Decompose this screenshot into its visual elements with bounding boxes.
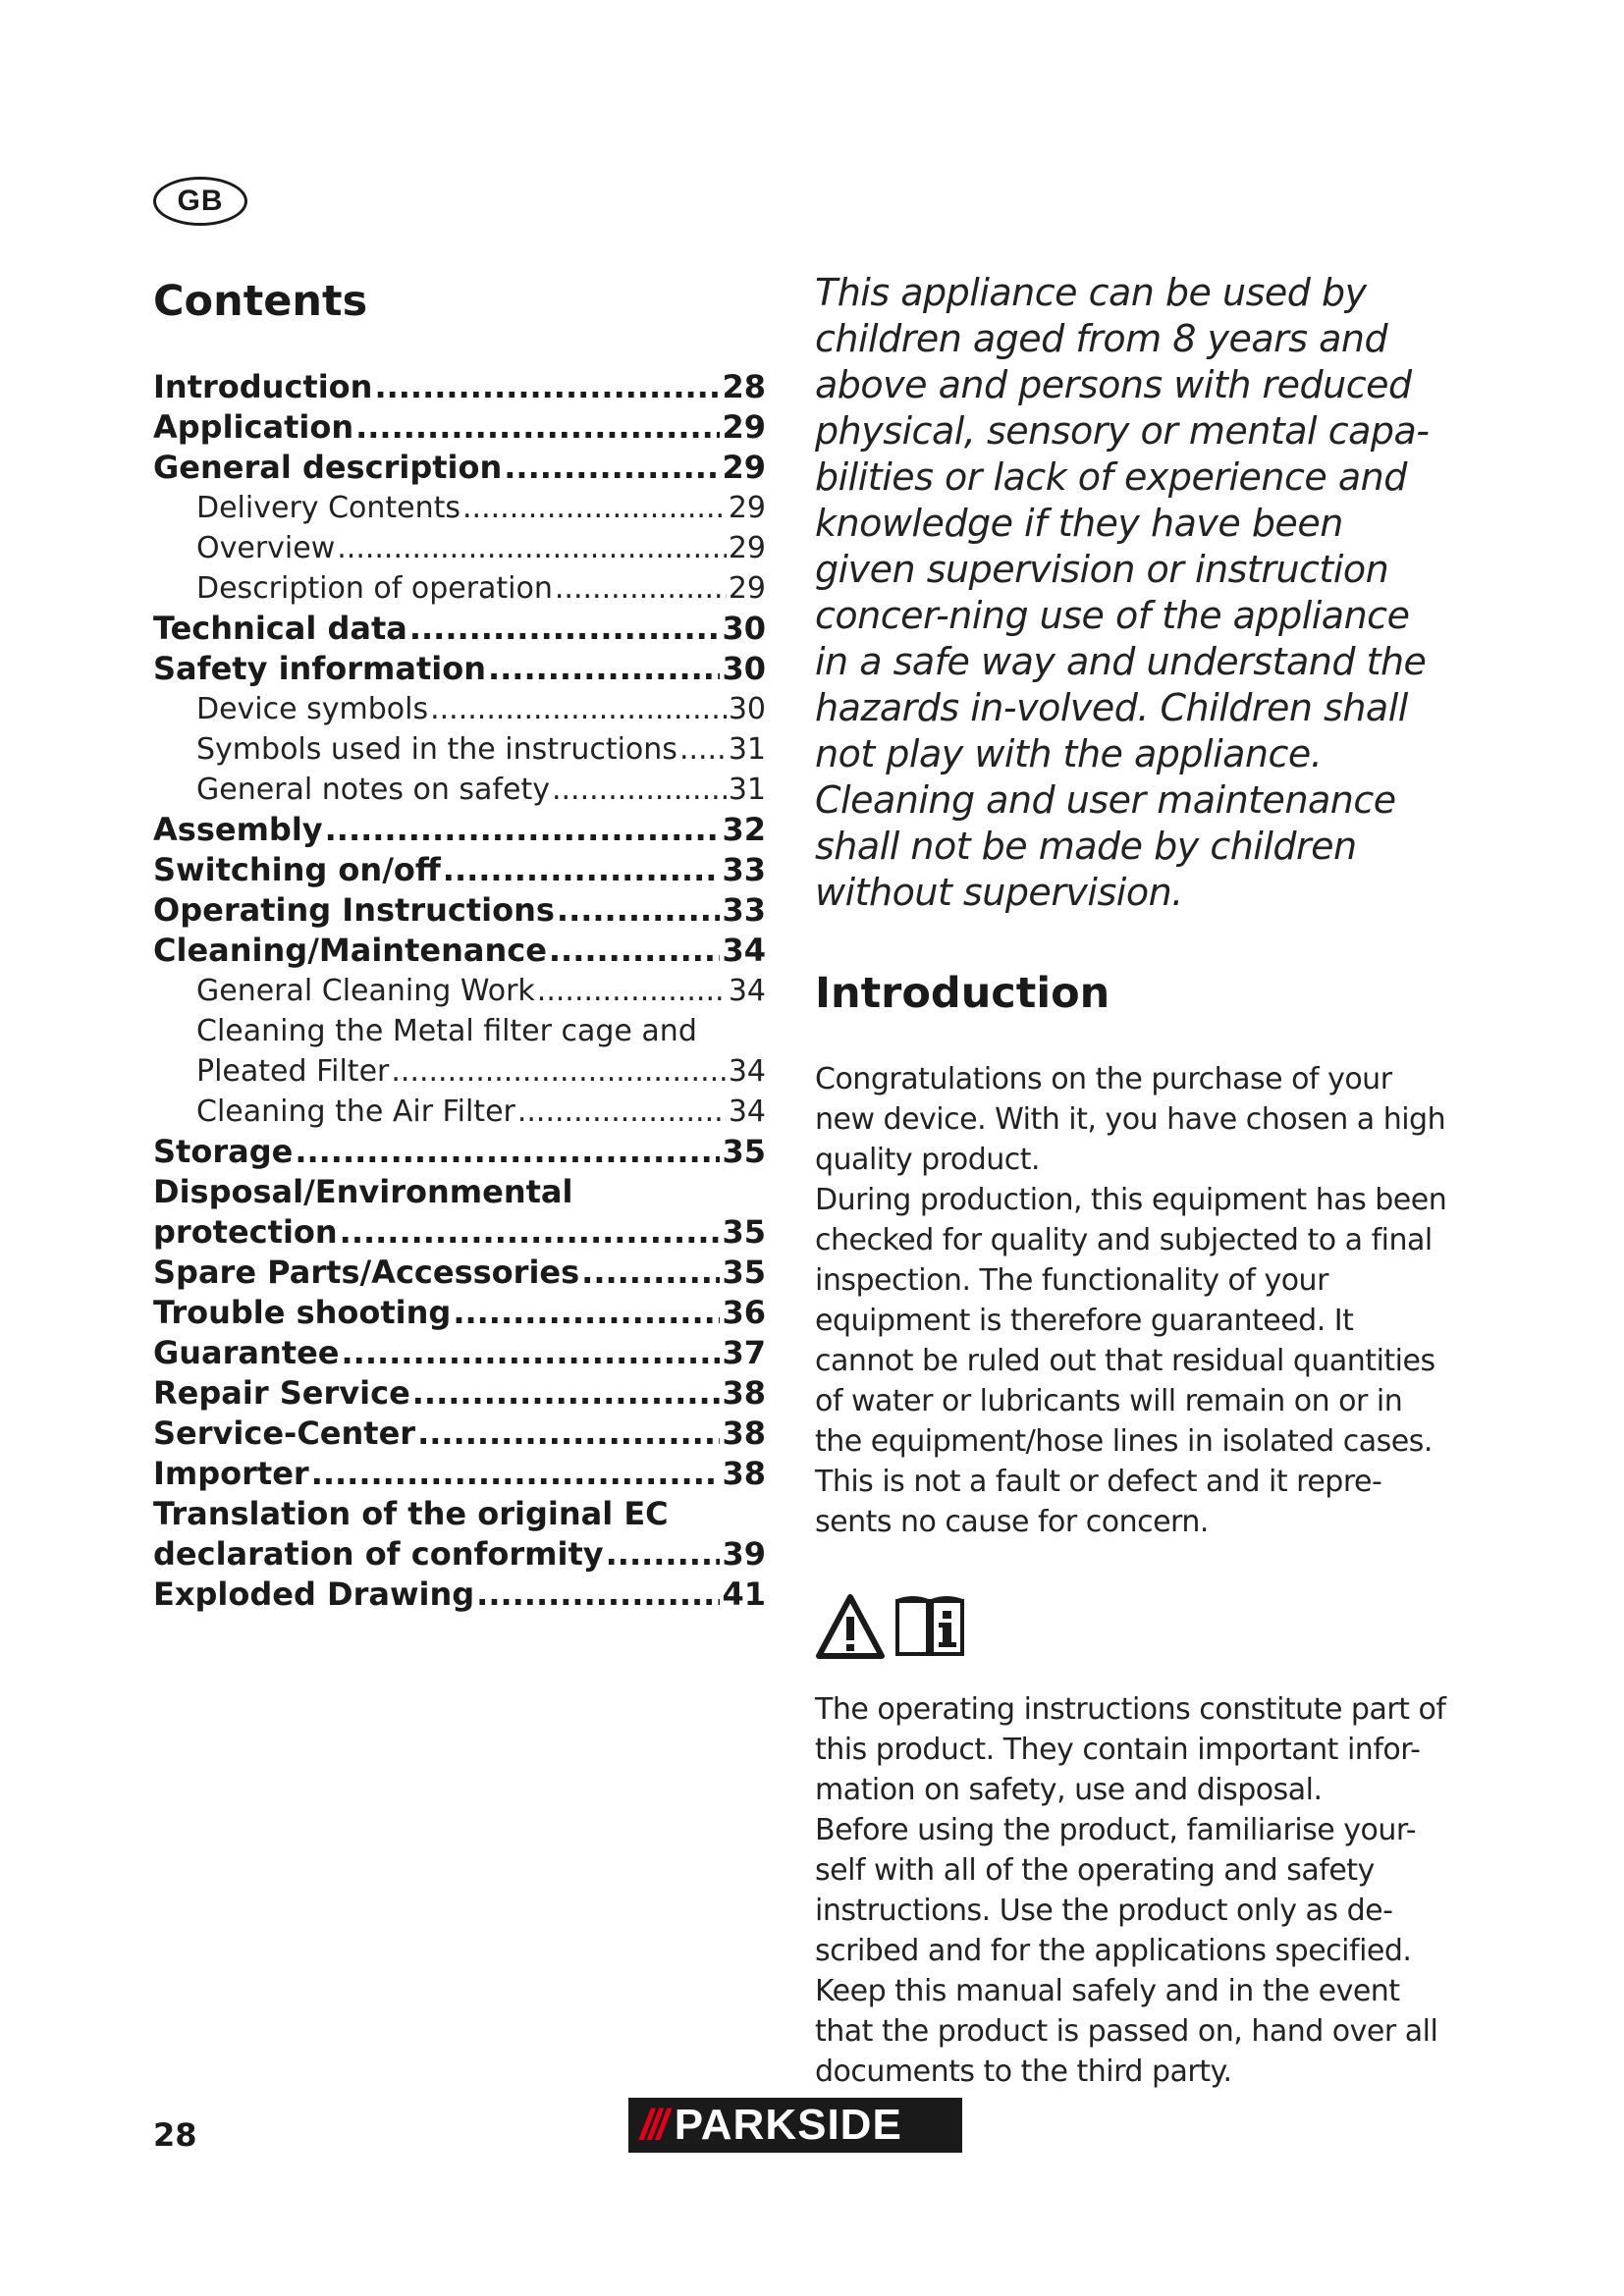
- toc-entry: [153, 649, 766, 689]
- toc-entry-page: 30: [722, 610, 766, 647]
- toc-dot-leader: [443, 850, 721, 890]
- toc-dot-leader: [409, 609, 721, 649]
- toc-entry: [153, 1414, 766, 1454]
- toc-entry-label: General description: [153, 449, 503, 486]
- toc-entry-label: General Cleaning Work: [196, 974, 535, 1008]
- toc-entry-page: 39: [722, 1535, 766, 1573]
- toc-entry: [153, 689, 766, 729]
- toc-entry-page: 28: [722, 368, 766, 405]
- language-badge: [153, 177, 247, 226]
- introduction-title: Introduction: [815, 969, 1110, 1018]
- toc-entry-page: 35: [722, 1133, 766, 1170]
- toc-entry-label: Repair Service: [153, 1374, 410, 1412]
- safety-warning-text: This appliance can be used by children aged from 8 years and above and persons with reduced physical, sensory or mental capa-bilities or lack of experience and knowledge if they have been given supervision or instruction concer-ning use of the appliance in a safe way and understand the hazards in-volved. Children shall not play with the appliance. Cleaning and user maintenance shall not be made by children without supervision.: [815, 271, 1430, 914]
- toc-dot-leader: [537, 971, 727, 1011]
- toc-entry-label: Cleaning/Maintenance: [153, 932, 547, 969]
- toc-entry: [153, 1212, 766, 1253]
- toc-entry-label: protection: [153, 1213, 338, 1251]
- toc-entry-label: Description of operation: [196, 571, 553, 606]
- toc-entry-label: Cleaning the Metal filter cage and: [196, 1014, 697, 1048]
- toc-entry-page: 29: [728, 531, 766, 565]
- toc-entry: [153, 407, 766, 448]
- toc-entry: [153, 448, 766, 488]
- toc-entry-label: Storage: [153, 1133, 294, 1170]
- toc-dot-leader: [679, 729, 727, 770]
- toc-entry: [153, 931, 766, 971]
- toc-dot-leader: [552, 770, 727, 810]
- toc-entry-page: 38: [722, 1415, 766, 1452]
- toc-entry: [153, 528, 766, 568]
- toc-entry: [153, 1172, 766, 1212]
- toc-entry: [153, 1333, 766, 1373]
- toc-entry-label: Technical data: [153, 610, 407, 647]
- toc-entry-label: Symbols used in the instructions: [196, 732, 677, 767]
- toc-dot-leader: [557, 890, 721, 931]
- intro-paragraph-4: Before using the product, familiarise your-self with all of the operating and safety instructions. Use the product only as de-scribed and for the applications specified. Keep this manual safely and in the event that the product is passed on, hand over all documents to the third party.: [815, 1813, 1438, 2089]
- toc-entry: [153, 971, 766, 1011]
- page-number: 28: [153, 2116, 197, 2154]
- contents-title: Contents: [153, 277, 368, 326]
- toc-dot-leader: [417, 1414, 720, 1454]
- toc-entry-page: 35: [722, 1254, 766, 1291]
- toc-dot-leader: [488, 649, 721, 689]
- toc-entry: [153, 609, 766, 649]
- toc-dot-leader: [325, 810, 721, 850]
- toc-entry: [153, 729, 766, 770]
- toc-entry-page: 32: [722, 811, 766, 848]
- warning-icon: [815, 1591, 886, 1662]
- toc-entry-page: 29: [728, 571, 766, 606]
- toc-entry-label: Operating Instructions: [153, 891, 555, 929]
- toc-entry: [153, 1011, 766, 1051]
- toc-dot-leader: [476, 1575, 720, 1615]
- toc-entry: [153, 1092, 766, 1132]
- toc-entry-page: 34: [728, 1095, 766, 1129]
- toc-entry-page: 29: [722, 408, 766, 446]
- toc-dot-leader: [606, 1534, 721, 1575]
- logo-wordmark: PARKSIDE: [674, 2101, 902, 2149]
- toc-entry-label: Importer: [153, 1455, 309, 1492]
- toc-entry: [153, 1494, 766, 1534]
- toc-entry-page: 38: [722, 1455, 766, 1492]
- toc-entry-page: 34: [728, 1054, 766, 1089]
- toc-entry-label: Introduction: [153, 368, 373, 405]
- toc-dot-leader: [549, 931, 721, 971]
- toc-entry-page: 29: [728, 491, 766, 525]
- contents-section: [153, 275, 766, 1615]
- logo-slashes: ///: [640, 2101, 665, 2149]
- toc-dot-leader: [340, 1212, 721, 1253]
- toc-dot-leader: [337, 528, 727, 568]
- toc-entry-page: 29: [722, 449, 766, 486]
- toc-entry-label: Guarantee: [153, 1334, 340, 1371]
- toc-entry: [153, 1575, 766, 1615]
- toc-entry-page: 33: [722, 891, 766, 929]
- toc-entry-label: Service-Center: [153, 1415, 416, 1452]
- intro-paragraph-2: During production, this equipment has been checked for quality and subjected to a final inspection. The functionality of your equipment is therefore guaranteed. It cannot be ruled out that residual quantities of water or lubricants will remain on or in the equipment/hose lines in isolated cases. This is not a fault or defect and it repre-sents no cause for concern.: [815, 1183, 1447, 1539]
- toc-entry: [153, 568, 766, 609]
- language-code: GB: [177, 185, 224, 217]
- toc-dot-leader: [412, 1373, 721, 1414]
- toc-entry-label: Assembly: [153, 811, 323, 848]
- toc-entry-page: 30: [728, 692, 766, 726]
- toc-entry-label: Cleaning the Air Filter: [196, 1095, 515, 1129]
- toc-entry: [153, 1132, 766, 1172]
- toc-dot-leader: [342, 1333, 721, 1373]
- toc-entry-label: Safety information: [153, 650, 486, 687]
- toc-entry-page: 34: [728, 974, 766, 1008]
- toc-dot-leader: [462, 488, 727, 528]
- safety-icons: [815, 1591, 1453, 1672]
- toc-entry-label: General notes on safety: [196, 773, 550, 807]
- toc-entry-label: declaration of conformity: [153, 1535, 604, 1573]
- toc-entry-page: 34: [722, 932, 766, 969]
- toc-dot-leader: [504, 448, 720, 488]
- toc-entry: [153, 1051, 766, 1092]
- toc-dot-leader: [374, 367, 720, 407]
- read-manual-icon: [892, 1591, 968, 1662]
- toc-entry: [153, 770, 766, 810]
- toc-entry-label: Disposal/Environmental: [153, 1173, 573, 1210]
- toc-entry-label: Device symbols: [196, 692, 429, 726]
- toc-entry-label: Spare Parts/Accessories: [153, 1254, 580, 1291]
- toc-entry-label: Trouble shooting: [153, 1294, 452, 1331]
- toc-entry-label: Application: [153, 408, 354, 446]
- toc-dot-leader: [295, 1132, 720, 1172]
- toc-entry: [153, 1253, 766, 1293]
- intro-paragraph-3: The operating instructions constitute part of this product. They contain important infor-mation on safety, use and disposal.: [815, 1692, 1446, 1807]
- toc-entry-label: Translation of the original EC: [153, 1495, 669, 1532]
- toc-dot-leader: [555, 568, 727, 609]
- toc-entry-page: 33: [722, 851, 766, 888]
- toc-dot-leader: [430, 689, 727, 729]
- toc-entry: [153, 488, 766, 528]
- toc-dot-leader: [517, 1092, 727, 1132]
- toc-entry-page: 36: [722, 1294, 766, 1331]
- toc-entry-label: Pleated Filter: [196, 1054, 390, 1089]
- toc-dot-leader: [311, 1454, 721, 1494]
- toc-entry-page: 38: [722, 1374, 766, 1412]
- toc-dot-leader: [581, 1253, 720, 1293]
- toc-entry-page: 31: [728, 773, 766, 807]
- toc-entry-page: 30: [722, 650, 766, 687]
- toc-entry-page: 31: [728, 732, 766, 767]
- toc-dot-leader: [453, 1293, 720, 1333]
- toc-entry-page: 37: [722, 1334, 766, 1371]
- intro-paragraph-1: Congratulations on the purchase of your new device. With it, you have chosen a high quality product.: [815, 1062, 1446, 1177]
- table-of-contents: [153, 367, 766, 1615]
- toc-entry-label: Overview: [196, 531, 336, 565]
- toc-entry: [153, 367, 766, 407]
- toc-entry-label: Switching on/off: [153, 851, 441, 888]
- toc-entry-label: Delivery Contents: [196, 491, 461, 525]
- intro-section: [815, 270, 1453, 2092]
- toc-entry: [153, 1534, 766, 1575]
- toc-entry: [153, 850, 766, 890]
- toc-entry-page: 35: [722, 1213, 766, 1251]
- toc-entry-label: Exploded Drawing: [153, 1575, 475, 1613]
- parkside-logo: [628, 2098, 962, 2153]
- toc-entry: [153, 1373, 766, 1414]
- toc-entry: [153, 890, 766, 931]
- toc-entry-page: 41: [722, 1575, 766, 1613]
- toc-dot-leader: [391, 1051, 726, 1092]
- toc-entry: [153, 1293, 766, 1333]
- toc-entry: [153, 810, 766, 850]
- toc-entry: [153, 1454, 766, 1494]
- toc-dot-leader: [355, 407, 720, 448]
